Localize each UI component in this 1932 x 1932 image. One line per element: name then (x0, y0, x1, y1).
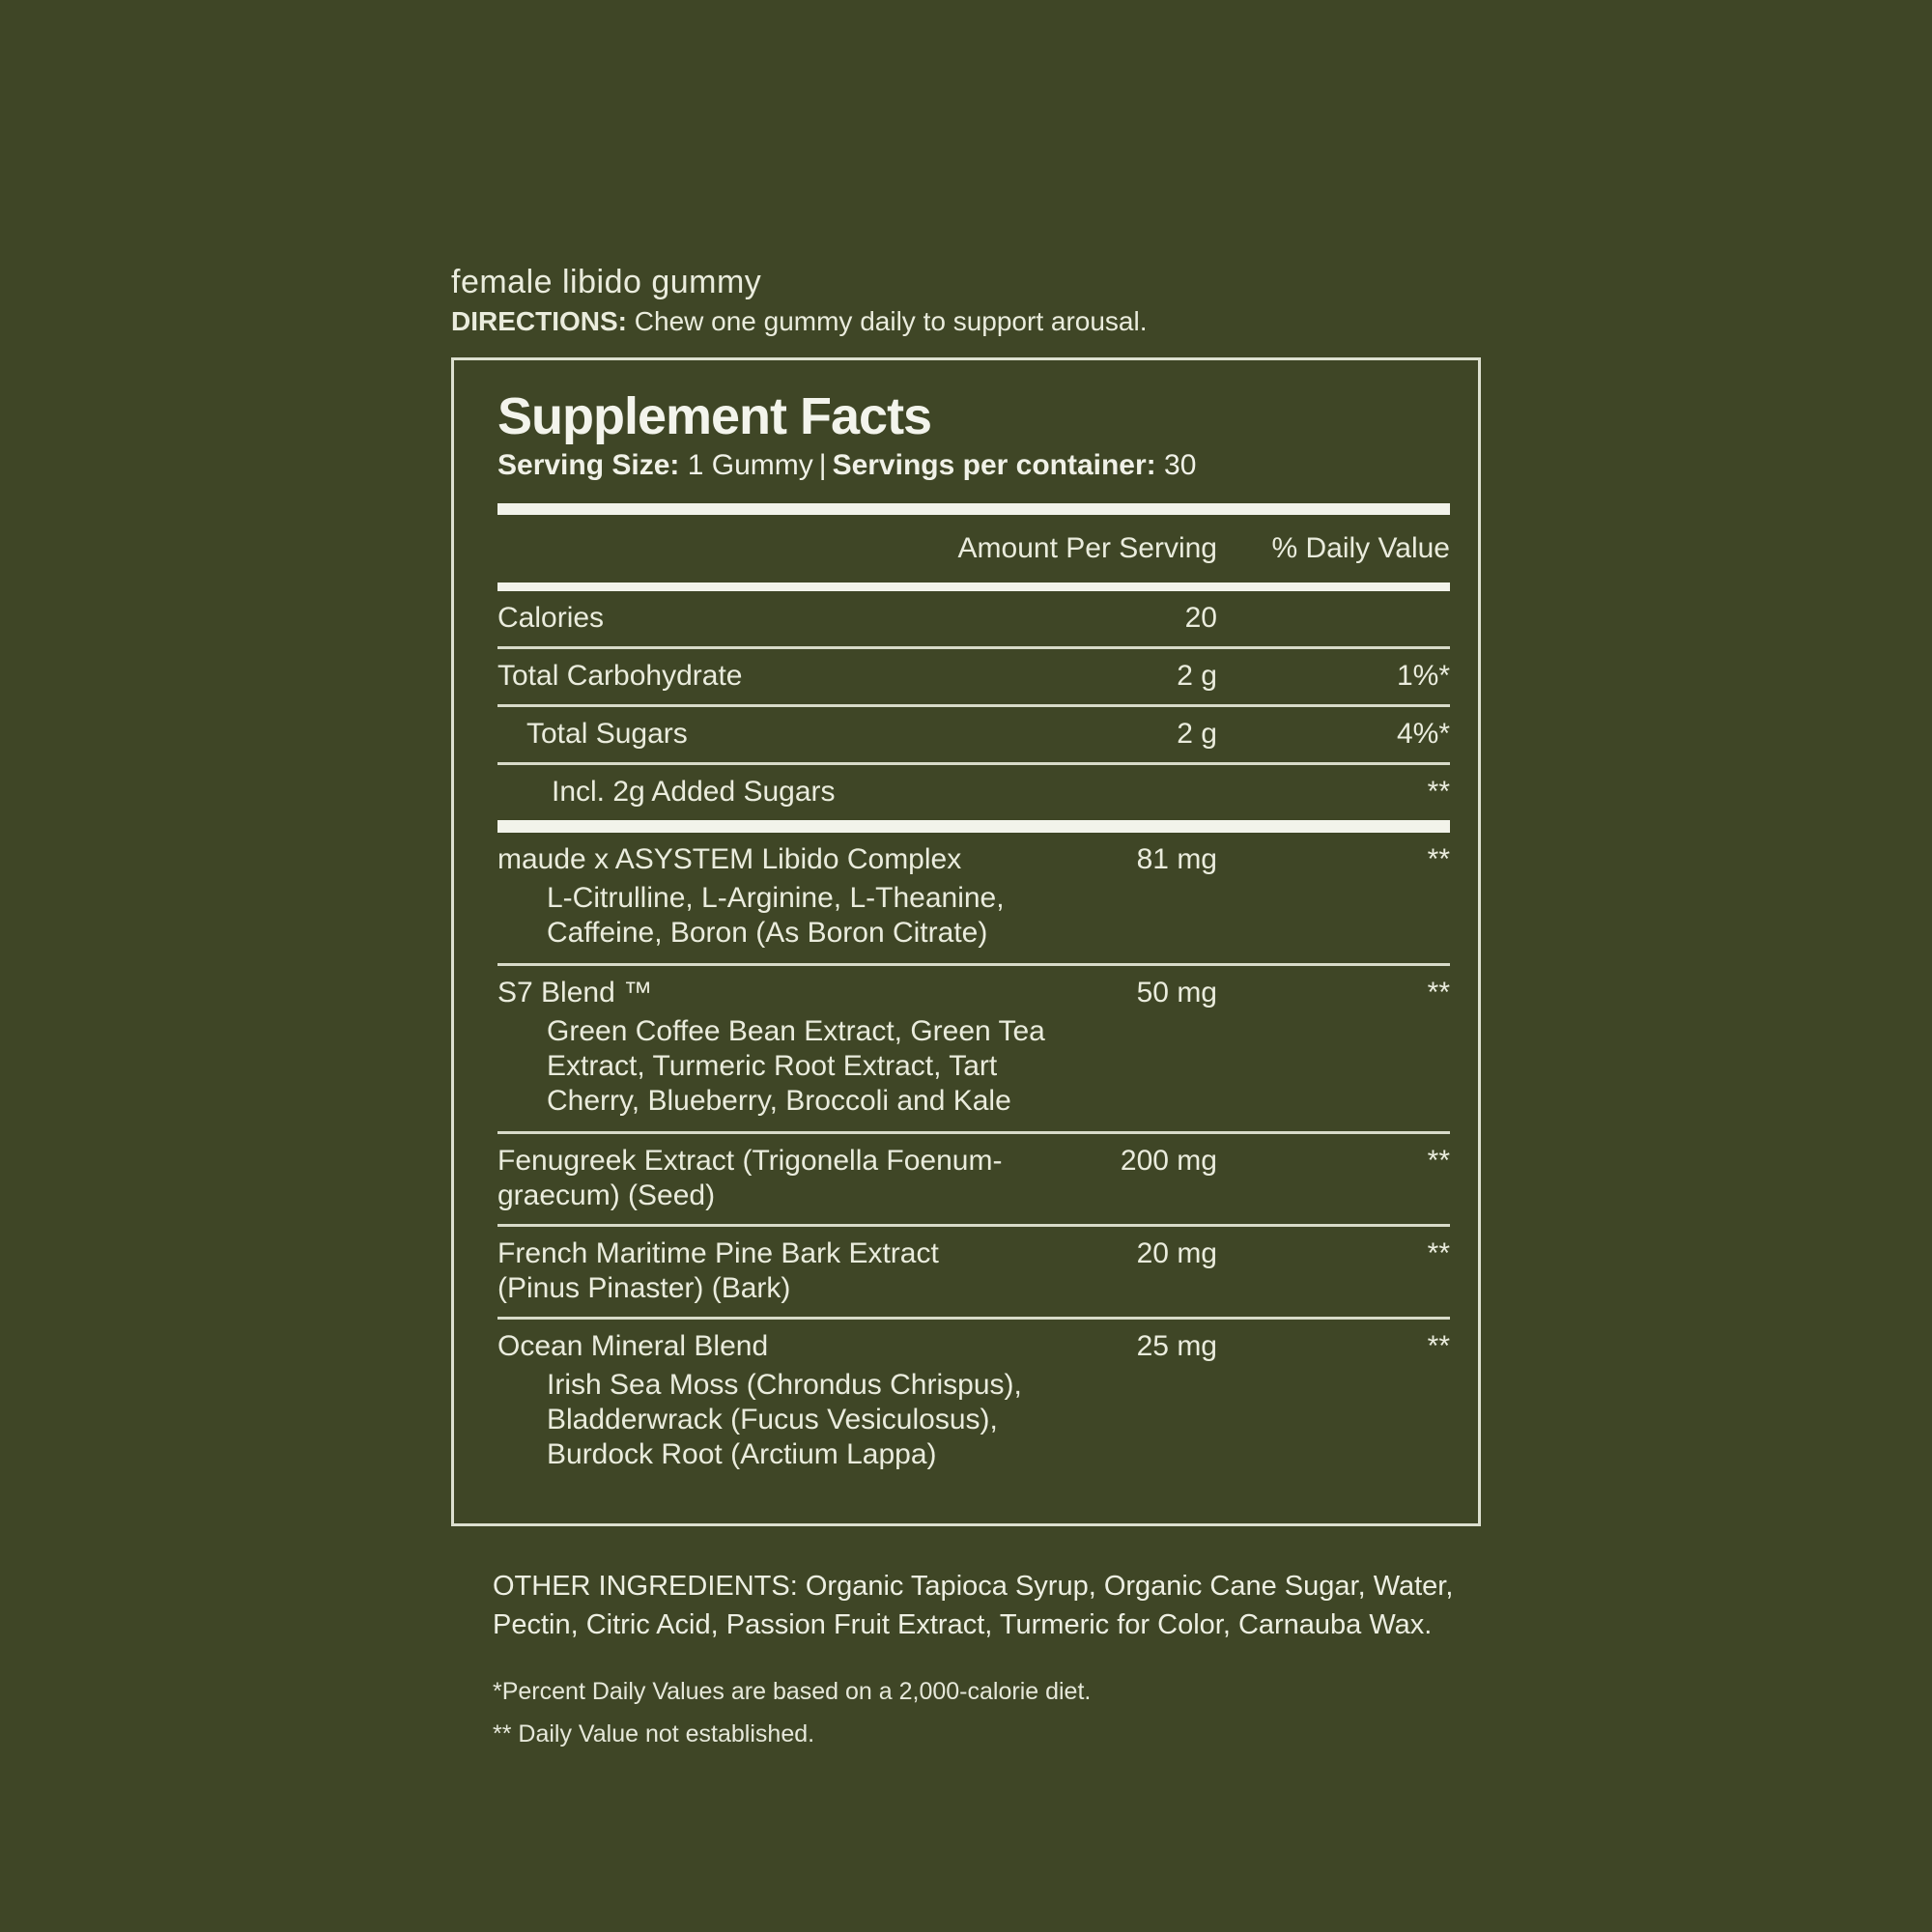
row-name: French Maritime Pine Bark Extract (Pinus Pinaster) (Bark) (497, 1237, 939, 1304)
table-row (497, 649, 1450, 704)
row-amount: 25 mg (1136, 1330, 1217, 1362)
table-row (497, 833, 1450, 963)
row-daily-value: ** (1427, 776, 1450, 808)
serving-size-label: Serving Size: (497, 449, 680, 481)
thick-divider-top (497, 503, 1450, 515)
row-daily-value: 1%* (1396, 660, 1450, 692)
row-name: Calories (497, 602, 605, 634)
footnote-not-established: ** Daily Value not established. (493, 1720, 815, 1747)
footnote-percent-daily-value: *Percent Daily Values are based on a 2,000-calorie diet. (493, 1678, 1092, 1705)
row-name: Total Sugars (526, 718, 688, 750)
row-amount: 20 (1184, 602, 1217, 634)
row-name: Total Carbohydrate (497, 660, 743, 692)
table-row (497, 591, 1450, 646)
row-name: Incl. 2g Added Sugars (552, 776, 836, 808)
serving-size-value: 1 Gummy (679, 449, 813, 481)
table-row (497, 1320, 1450, 1485)
row-amount: 50 mg (1136, 977, 1217, 1009)
table-row (497, 1227, 1450, 1317)
row-daily-value: ** (1427, 1145, 1450, 1177)
row-daily-value: 4%* (1396, 718, 1450, 750)
row-divider (497, 820, 1450, 833)
row-sub-ingredients: L-Citrulline, L-Arginine, L-Theanine, Caffeine, Boron (As Boron Citrate) (547, 882, 1005, 949)
product-name: female libido gummy (451, 264, 762, 300)
row-sub-ingredients: Green Coffee Bean Extract, Green Tea Extract, Turmeric Root Extract, Tart Cherry, Blueberry, Broccoli and Kale (547, 1015, 1045, 1117)
other-ingredients (493, 1567, 1459, 1644)
table-row (497, 966, 1450, 1131)
row-daily-value: ** (1427, 1330, 1450, 1362)
directions-text: Chew one gummy daily to support arousal. (627, 306, 1148, 336)
table-row (497, 707, 1450, 762)
table-header-row (497, 515, 1450, 582)
other-ingredients-line-2: Pectin, Citric Acid, Passion Fruit Extract, Turmeric for Color, Carnauba Wax. (493, 1609, 1433, 1640)
table-row (497, 765, 1450, 820)
serving-separator: | (818, 449, 827, 481)
column-header-daily-value: % Daily Value (1271, 532, 1450, 564)
row-name: Ocean Mineral Blend (497, 1330, 769, 1362)
directions-label: DIRECTIONS: (451, 306, 627, 336)
panel-title: Supplement Facts (497, 387, 932, 445)
other-ingredients-line-1: OTHER INGREDIENTS: Organic Tapioca Syrup, Organic Cane Sugar, Water, (493, 1571, 1454, 1602)
row-name: S7 Blend ™ (497, 977, 653, 1009)
table-body (497, 591, 1450, 1485)
thick-divider-under-header (497, 582, 1450, 591)
directions-line (451, 303, 1481, 340)
label-content (451, 263, 1481, 1748)
row-sub-ingredients: Irish Sea Moss (Chrondus Chrispus), Bladderwrack (Fucus Vesiculosus), Burdock Root (Arctium Lappa) (547, 1369, 1022, 1470)
row-amount: 2 g (1177, 718, 1217, 750)
row-amount: 2 g (1177, 660, 1217, 692)
row-amount: 20 mg (1136, 1237, 1217, 1269)
row-amount: 81 mg (1136, 843, 1217, 875)
row-daily-value: ** (1427, 977, 1450, 1009)
table-row (497, 1134, 1450, 1224)
column-header-amount: Amount Per Serving (957, 532, 1217, 564)
row-daily-value: ** (1427, 1237, 1450, 1269)
supplement-facts-panel (451, 357, 1481, 1526)
footnotes (493, 1677, 1459, 1748)
row-name: Fenugreek Extract (Trigonella Foenum-graecum) (Seed) (497, 1145, 1003, 1211)
row-amount: 200 mg (1120, 1145, 1217, 1177)
serving-size-line (497, 447, 1450, 484)
servings-per-container-value: 30 (1155, 449, 1197, 481)
row-daily-value: ** (1427, 843, 1450, 875)
servings-per-container-label: Servings per container: (832, 449, 1156, 481)
row-name: maude x ASYSTEM Libido Complex (497, 843, 962, 875)
label-footer (451, 1567, 1459, 1748)
